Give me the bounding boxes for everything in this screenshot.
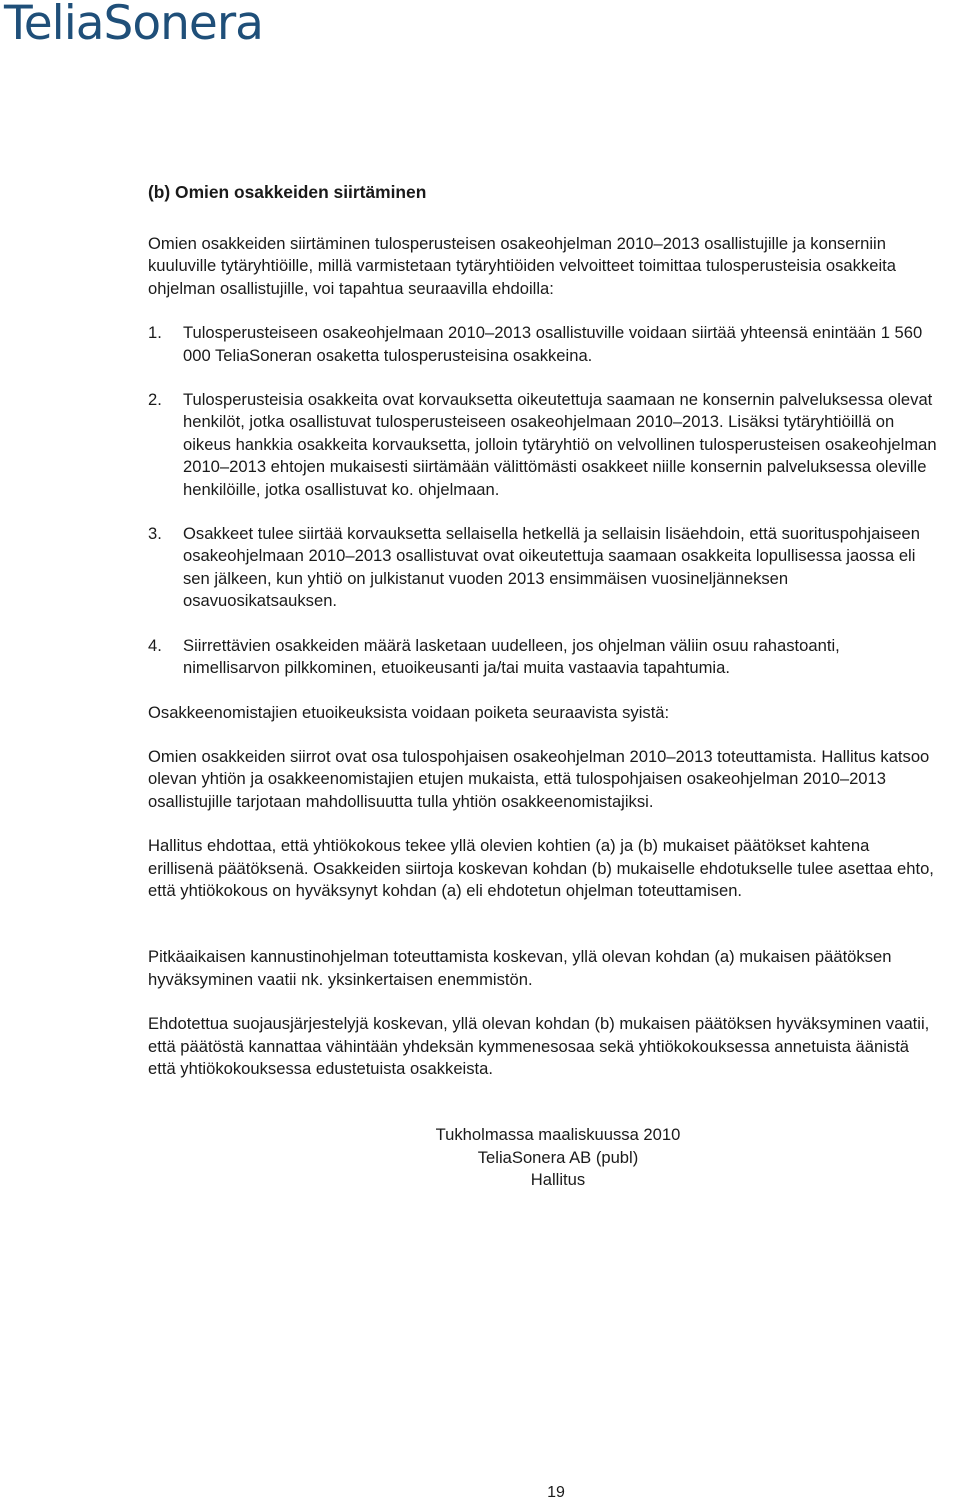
list-item-number: 2. [148,390,162,410]
intro-paragraph: Omien osakkeiden siirtäminen tulosperusteisen osakeohjelman 2010–2013 osallistujille ja konserniin kuuluville tytäryhtiöille, millä varmistetaan tytäryhtiöiden velvoitteet toimittaa tulosperusteisia osakkeita ohjelman osallistujille, voi tapahtua seuraavilla ehdoilla: [148,234,896,298]
list-item [148,389,938,501]
page-number: 19 [547,1484,565,1501]
deviation-intro: Osakkeenomistajien etuoikeuksista voidaan poiketa seuraavista syistä: [148,702,670,722]
conditions-list [148,322,938,679]
list-item-number: 1. [148,323,162,343]
board-proposal: Hallitus ehdottaa, että yhtiökokous tekee yllä olevien kohtien (a) ja (b) mukaiset päätökset kahtena erillisenä päätöksenä. Osakkeiden siirtoja koskevan kohdan (b) mukaiselle ehdotukselle tulee asettaa ehto, että yhtiökokous on hyväksynyt kohdan (a) eli ehdotetun ohjelman toteuttamisen. [148,836,934,900]
section-heading: (b) Omien osakkeiden siirtäminen [148,182,427,202]
list-item-number: 4. [148,635,162,655]
signature-company: TeliaSonera AB (publ) [477,1147,639,1167]
signature-body: Hallitus [530,1170,586,1190]
list-item-number: 3. [148,524,162,544]
list-item [148,523,938,613]
deviation-reason: Omien osakkeiden siirrot ovat osa tulospohjaisen osakeohjelman 2010–2013 toteuttamista. Hallitus katsoo olevan yhtiön ja osakkeenomistajien etujen mukaista, että tulospohjaisen osakeohjelman 2010–2013 osallistujille tarjotaan mahdollisuutta tulla yhtiön osakkeenomistajiksi. [148,746,930,811]
list-item-text: Osakkeet tulee siirtää korvauksetta sellaisella hetkellä ja sellaisin lisäehdoin, että suorituspohjaiseen osakeohjelmaan 2010–2013 osallistuvat ovat oikeutettuja saamaan osakkeita lopullisessa jaossa eli sen jälkeen, kun yhtiö on julkistanut vuoden 2013 ensimmäisen vuosineljänneksen osavuosikatsauksen. [183,524,920,611]
list-item-text: Siirrettävien osakkeiden määrä lasketaan uudelleen, jos ohjelman väliin osuu rahastoanti, nimellisarvon pilkkominen, etuoikeusanti ja/tai muita vastaavia tapahtumia. [183,635,840,678]
signature-block [258,1124,858,1191]
document-body [148,181,938,1192]
company-logo: TeliaSonera [4,0,263,51]
signature-place-date: Tukholmassa maaliskuussa 2010 [435,1125,681,1145]
majority-requirement-a: Pitkäaikaisen kannustinohjelman toteuttamista koskevan, yllä olevan kohdan (a) mukaisen päätöksen hyväksyminen vaatii nk. yksinkertaisen enemmistön. [148,947,892,989]
list-item [148,322,938,367]
list-item-text: Tulosperusteisia osakkeita ovat korvauksetta oikeutettuja saamaan ne konsernin palveluksessa olevat henkilöt, jotka osallistuvat tulosperusteiseen osakeohjelmaan 2010–2013. Lisäksi tytäryhtiöillä on oikeus hankkia osakkeita korvauksetta, jolloin tytäryhtiö on velvollinen tulosperusteisen osakeohjelman 2010–2013 ehtojen mukaisesti siirtämään välittömästi osakkeet niille konsernin palveluksessa oleville henkilöille, jotka osallistuvat ko. ohjelmaan. [183,390,937,499]
majority-requirement-b: Ehdotettua suojausjärjestelyjä koskevan, yllä olevan kohdan (b) mukaisen päätöksen hyväksyminen vaatii, että päätöstä kannattaa vähintään yhdeksän kymmenesosaa sekä yhtiökokouksessa annetuista äänistä että yhtiökokouksessa edustetuista osakkeista. [148,1014,930,1078]
list-item-text: Tulosperusteiseen osakeohjelmaan 2010–2013 osallistuville voidaan siirtää yhteensä enintään 1 560 000 TeliaSoneran osaketta tulosperusteisina osakkeina. [183,323,923,365]
list-item [148,635,938,680]
